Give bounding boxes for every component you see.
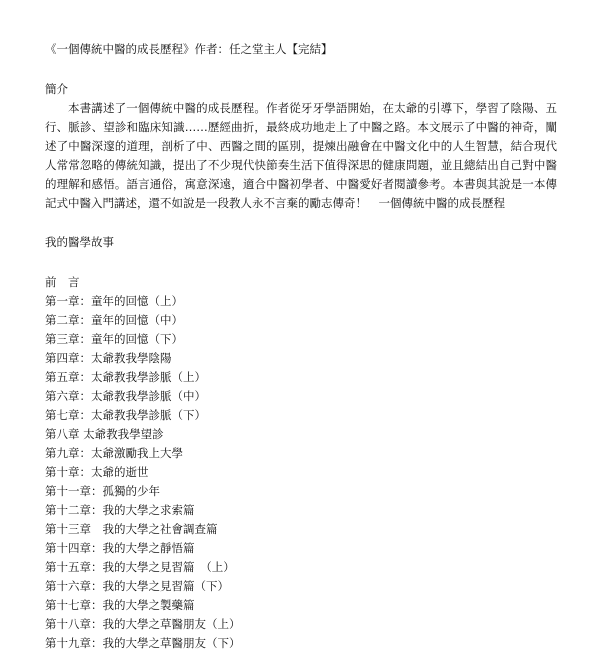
toc-item-chapter-1: 第一章：童年的回憶（上） [45, 294, 183, 308]
toc-item-chapter-10: 第十章：太爺的逝世 [45, 465, 149, 479]
document-title: 《一個傳統中醫的成長歷程》作者：任之堂主人【完結】 [45, 42, 333, 56]
toc-item-chapter-16: 第十六章：我的大學之見習篇（下） [45, 579, 229, 593]
toc-item-chapter-4: 第四章：太爺教我學陰陽 [45, 351, 172, 365]
table-of-contents [45, 273, 557, 653]
toc-item-chapter-2: 第二章：童年的回憶（中） [45, 313, 183, 327]
intro-label: 簡介 [45, 82, 68, 96]
toc-item-chapter-15: 第十五章：我的大學之見習篇 （上） [45, 560, 235, 574]
toc-item-preface: 前 言 [45, 275, 80, 289]
toc-item-chapter-13: 第十三章 我的大學之社會調查篇 [45, 522, 218, 536]
toc-item-chapter-8: 第八章 太爺教我學望診 [45, 427, 164, 441]
toc-item-chapter-5: 第五章：太爺教我學診脈（上） [45, 370, 206, 384]
toc-item-chapter-14: 第十四章：我的大學之靜悟篇 [45, 541, 195, 555]
toc-item-chapter-9: 第九章：太爺激勵我上大學 [45, 446, 183, 460]
intro-paragraph: 本書講述了一個傳統中醫的成長歷程。作者從牙牙學語開始，在太爺的引導下，學習了陰陽、五行、脈診、望診和臨床知識……歷經曲折，最終成功地走上了中醫之路。本文展示了中醫的神奇，闡述了中醫深邃的道理，剖析了中、西醫之間的區別，提煉出融會在中醫文化中的人生智慧，結合現代人常常忽略的傳統知識，提出了不少現代快節奏生活下值得深思的健康問題，並且總結出自己對中醫的理解和感悟。語言通俗，寓意深遠，適合中醫初學者、中醫愛好者閱讀參考。本書與其說是一本傳記式中醫入門講述，還不如說是一段教人永不言棄的勵志傳奇！ 一個傳統中醫的成長歷程 [45, 101, 557, 210]
toc-item-chapter-3: 第三章：童年的回憶（下） [45, 332, 183, 346]
toc-item-chapter-18: 第十八章：我的大學之草醫朋友（上） [45, 617, 241, 631]
toc-item-chapter-17: 第十七章：我的大學之製藥篇 [45, 598, 195, 612]
toc-item-chapter-12: 第十二章：我的大學之求索篇 [45, 503, 195, 517]
toc-item-chapter-19: 第十九章：我的大學之草醫朋友（下） [45, 636, 241, 650]
toc-item-chapter-6: 第六章：太爺教我學診脈（中） [45, 389, 206, 403]
toc-item-chapter-11: 第十一章：孤獨的少年 [45, 484, 160, 498]
toc-item-chapter-7: 第七章：太爺教我學診脈（下） [45, 408, 206, 422]
story-heading: 我的醫學故事 [45, 235, 114, 249]
document-page [45, 40, 557, 653]
